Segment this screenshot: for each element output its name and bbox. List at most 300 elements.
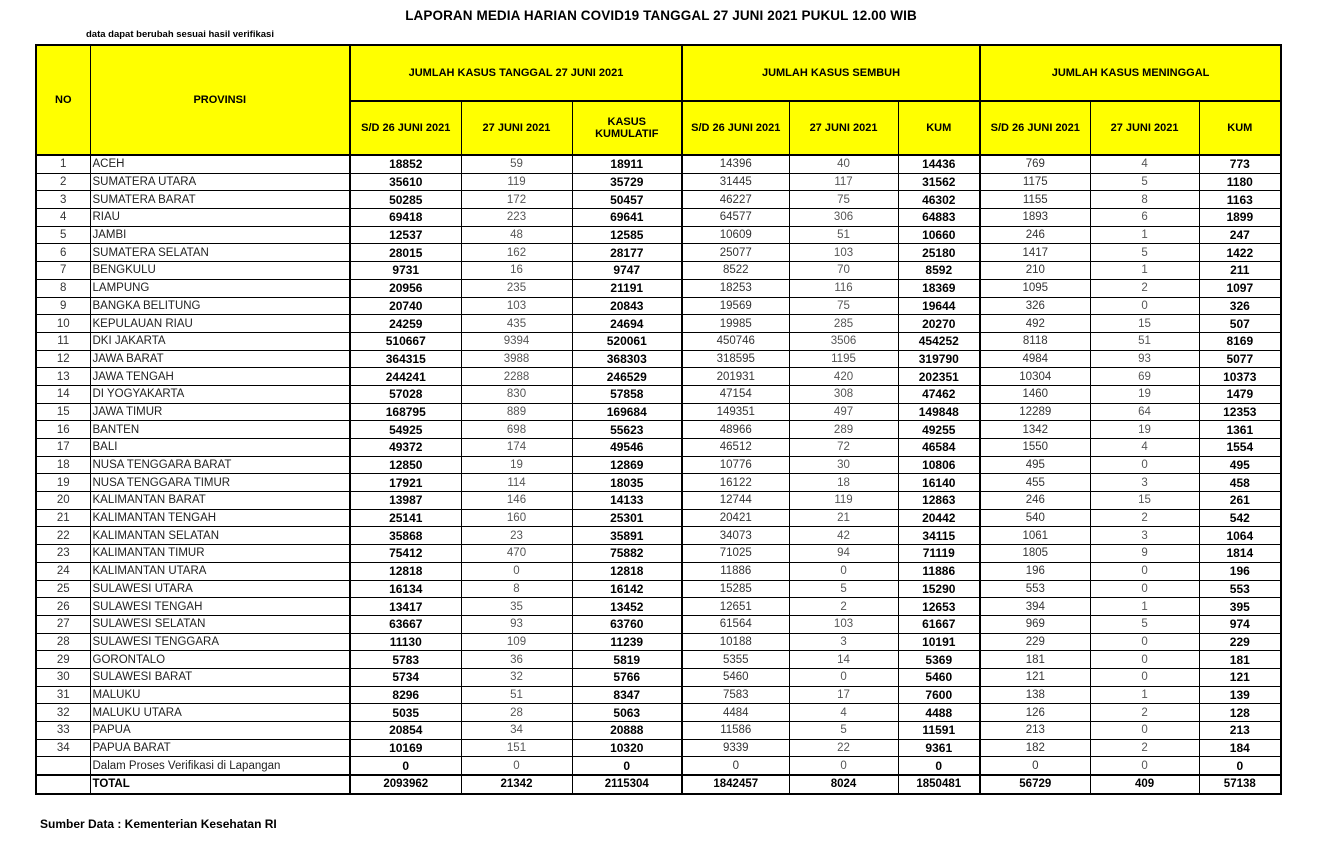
- cell-meninggal-kum: 229: [1199, 633, 1281, 651]
- header-meninggal-27: 27 JUNI 2021: [1090, 101, 1199, 155]
- header-sembuh-27: 27 JUNI 2021: [789, 101, 898, 155]
- cell-meninggal-sd26: 1893: [980, 209, 1090, 227]
- cell-sembuh-kum: 49255: [898, 421, 980, 439]
- cell-provinsi: BENGKULU: [90, 262, 350, 280]
- table-row: [36, 527, 1281, 545]
- cell-no: 34: [36, 739, 90, 757]
- cell-sembuh-27: 51: [789, 226, 898, 244]
- cell-no: 2: [36, 173, 90, 191]
- data-source: Sumber Data : Kementerian Kesehatan RI: [40, 817, 277, 831]
- table-row: [36, 226, 1281, 244]
- cell-meninggal-27: 93: [1090, 350, 1199, 368]
- total-kasus-27: 21342: [461, 775, 572, 794]
- cell-sembuh-sd26: 5355: [682, 651, 789, 669]
- cell-meninggal-sd26: 138: [980, 686, 1090, 704]
- cell-meninggal-sd26: 246: [980, 226, 1090, 244]
- cell-kasus-kumulatif: 12585: [572, 226, 682, 244]
- cell-meninggal-kum: 974: [1199, 615, 1281, 633]
- cell-meninggal-27: 9: [1090, 545, 1199, 563]
- cell-sembuh-kum: 10806: [898, 456, 980, 474]
- cell-kasus-sd26: 69418: [350, 209, 461, 227]
- cell-sembuh-kum: 4488: [898, 704, 980, 722]
- cell-kasus-kumulatif: 21191: [572, 279, 682, 297]
- cell-kasus-sd26: 54925: [350, 421, 461, 439]
- cell-no: 1: [36, 155, 90, 173]
- cell-kasus-27: 223: [461, 209, 572, 227]
- cell-provinsi: PAPUA: [90, 722, 350, 740]
- cell-provinsi: RIAU: [90, 209, 350, 227]
- cell-meninggal-kum: 10373: [1199, 368, 1281, 386]
- cell-meninggal-27: 2: [1090, 739, 1199, 757]
- cell-meninggal-kum: 326: [1199, 297, 1281, 315]
- cell-sembuh-kum: 0: [898, 757, 980, 775]
- cell-kasus-kumulatif: 57858: [572, 385, 682, 403]
- cell-kasus-27: 19: [461, 456, 572, 474]
- cell-no: 29: [36, 651, 90, 669]
- cell-sembuh-27: 116: [789, 279, 898, 297]
- cell-provinsi: JAWA TENGAH: [90, 368, 350, 386]
- cell-kasus-sd26: 12537: [350, 226, 461, 244]
- cell-kasus-27: 109: [461, 633, 572, 651]
- cell-meninggal-27: 19: [1090, 421, 1199, 439]
- cell-sembuh-27: 18: [789, 474, 898, 492]
- table-row: [36, 439, 1281, 457]
- cell-sembuh-kum: 61667: [898, 615, 980, 633]
- cell-kasus-kumulatif: 18035: [572, 474, 682, 492]
- cell-kasus-kumulatif: 12818: [572, 562, 682, 580]
- cell-sembuh-27: 42: [789, 527, 898, 545]
- cell-meninggal-sd26: 495: [980, 456, 1090, 474]
- cell-provinsi: NUSA TENGGARA BARAT: [90, 456, 350, 474]
- cell-sembuh-sd26: 201931: [682, 368, 789, 386]
- table-row: [36, 474, 1281, 492]
- cell-no: 7: [36, 262, 90, 280]
- cell-provinsi: NUSA TENGGARA TIMUR: [90, 474, 350, 492]
- cell-meninggal-sd26: 1061: [980, 527, 1090, 545]
- cell-kasus-27: 435: [461, 315, 572, 333]
- cell-meninggal-kum: 1180: [1199, 173, 1281, 191]
- cell-kasus-sd26: 49372: [350, 439, 461, 457]
- cell-kasus-kumulatif: 28177: [572, 244, 682, 262]
- cell-meninggal-sd26: 229: [980, 633, 1090, 651]
- cell-sembuh-kum: 71119: [898, 545, 980, 563]
- table-row: [36, 332, 1281, 350]
- cell-provinsi: SUMATERA BARAT: [90, 191, 350, 209]
- cell-no: 30: [36, 668, 90, 686]
- table-row: [36, 209, 1281, 227]
- cell-sembuh-27: 94: [789, 545, 898, 563]
- cell-meninggal-kum: 121: [1199, 668, 1281, 686]
- cell-sembuh-27: 289: [789, 421, 898, 439]
- cell-kasus-kumulatif: 246529: [572, 368, 682, 386]
- cell-meninggal-27: 15: [1090, 492, 1199, 510]
- cell-meninggal-27: 6: [1090, 209, 1199, 227]
- cell-kasus-sd26: 13417: [350, 598, 461, 616]
- table-row: [36, 191, 1281, 209]
- cell-no: 23: [36, 545, 90, 563]
- cell-kasus-sd26: 9731: [350, 262, 461, 280]
- header-kasus-sd26: S/D 26 JUNI 2021: [350, 101, 461, 155]
- cell-meninggal-kum: 553: [1199, 580, 1281, 598]
- cell-meninggal-sd26: 181: [980, 651, 1090, 669]
- cell-meninggal-kum: 773: [1199, 155, 1281, 173]
- table-row: [36, 297, 1281, 315]
- cell-provinsi: JAWA BARAT: [90, 350, 350, 368]
- cell-no: [36, 775, 90, 794]
- table-row: [36, 456, 1281, 474]
- cell-provinsi: KEPULAUAN RIAU: [90, 315, 350, 333]
- cell-meninggal-27: 0: [1090, 580, 1199, 598]
- cell-kasus-sd26: 16134: [350, 580, 461, 598]
- table-row: [36, 598, 1281, 616]
- total-meninggal-kum: 57138: [1199, 775, 1281, 794]
- cell-meninggal-sd26: 1095: [980, 279, 1090, 297]
- cell-meninggal-sd26: 1175: [980, 173, 1090, 191]
- cell-sembuh-27: 308: [789, 385, 898, 403]
- cell-no: 31: [36, 686, 90, 704]
- table-row: [36, 155, 1281, 173]
- cell-sembuh-sd26: 11886: [682, 562, 789, 580]
- table-row: [36, 315, 1281, 333]
- table-row: [36, 633, 1281, 651]
- cell-kasus-sd26: 50285: [350, 191, 461, 209]
- cell-meninggal-sd26: 121: [980, 668, 1090, 686]
- cell-kasus-kumulatif: 49546: [572, 439, 682, 457]
- cell-provinsi: KALIMANTAN TENGAH: [90, 509, 350, 527]
- cell-meninggal-sd26: 1550: [980, 439, 1090, 457]
- table-row: [36, 421, 1281, 439]
- cell-kasus-27: 0: [461, 562, 572, 580]
- cell-meninggal-27: 15: [1090, 315, 1199, 333]
- cell-sembuh-sd26: 12651: [682, 598, 789, 616]
- cell-sembuh-27: 420: [789, 368, 898, 386]
- cell-sembuh-kum: 64883: [898, 209, 980, 227]
- cell-meninggal-kum: 211: [1199, 262, 1281, 280]
- cell-kasus-27: 698: [461, 421, 572, 439]
- cell-kasus-sd26: 364315: [350, 350, 461, 368]
- cell-meninggal-sd26: 1417: [980, 244, 1090, 262]
- cell-meninggal-sd26: 969: [980, 615, 1090, 633]
- cell-kasus-sd26: 8296: [350, 686, 461, 704]
- cell-no: 26: [36, 598, 90, 616]
- cell-provinsi: BANTEN: [90, 421, 350, 439]
- cell-kasus-kumulatif: 16142: [572, 580, 682, 598]
- cell-meninggal-sd26: 126: [980, 704, 1090, 722]
- cell-sembuh-27: 14: [789, 651, 898, 669]
- table-row: [36, 651, 1281, 669]
- cell-kasus-sd26: 12850: [350, 456, 461, 474]
- cell-meninggal-kum: 1064: [1199, 527, 1281, 545]
- cell-meninggal-sd26: 394: [980, 598, 1090, 616]
- cell-kasus-kumulatif: 63760: [572, 615, 682, 633]
- cell-meninggal-kum: 196: [1199, 562, 1281, 580]
- cell-kasus-27: 2288: [461, 368, 572, 386]
- cell-meninggal-27: 2: [1090, 509, 1199, 527]
- cell-provinsi: SULAWESI SELATAN: [90, 615, 350, 633]
- cell-meninggal-sd26: 196: [980, 562, 1090, 580]
- table-row: [36, 562, 1281, 580]
- cell-kasus-sd26: 510667: [350, 332, 461, 350]
- cell-sembuh-kum: 46302: [898, 191, 980, 209]
- cell-sembuh-sd26: 4484: [682, 704, 789, 722]
- cell-no: 16: [36, 421, 90, 439]
- cell-kasus-sd26: 244241: [350, 368, 461, 386]
- cell-meninggal-kum: 542: [1199, 509, 1281, 527]
- cell-meninggal-kum: 213: [1199, 722, 1281, 740]
- cell-meninggal-sd26: 1342: [980, 421, 1090, 439]
- cell-sembuh-27: 3: [789, 633, 898, 651]
- cell-sembuh-27: 21: [789, 509, 898, 527]
- cell-provinsi: KALIMANTAN BARAT: [90, 492, 350, 510]
- cell-no: 3: [36, 191, 90, 209]
- cell-sembuh-27: 5: [789, 722, 898, 740]
- cell-meninggal-27: 5: [1090, 173, 1199, 191]
- cell-meninggal-27: 5: [1090, 244, 1199, 262]
- cell-provinsi: DKI JAKARTA: [90, 332, 350, 350]
- cell-meninggal-27: 4: [1090, 439, 1199, 457]
- cell-kasus-sd26: 20740: [350, 297, 461, 315]
- cell-kasus-27: 36: [461, 651, 572, 669]
- cell-kasus-sd26: 13987: [350, 492, 461, 510]
- cell-sembuh-sd26: 12744: [682, 492, 789, 510]
- cell-kasus-sd26: 28015: [350, 244, 461, 262]
- cell-sembuh-27: 117: [789, 173, 898, 191]
- cell-meninggal-27: 0: [1090, 562, 1199, 580]
- cell-meninggal-kum: 261: [1199, 492, 1281, 510]
- cell-sembuh-sd26: 11586: [682, 722, 789, 740]
- cell-sembuh-sd26: 149351: [682, 403, 789, 421]
- cell-sembuh-sd26: 10609: [682, 226, 789, 244]
- table-row: [36, 279, 1281, 297]
- total-row: [36, 775, 1281, 794]
- cell-meninggal-27: 8: [1090, 191, 1199, 209]
- cell-meninggal-sd26: 540: [980, 509, 1090, 527]
- cell-sembuh-kum: 18369: [898, 279, 980, 297]
- cell-kasus-kumulatif: 14133: [572, 492, 682, 510]
- cell-kasus-sd26: 17921: [350, 474, 461, 492]
- cell-sembuh-27: 17: [789, 686, 898, 704]
- cell-kasus-sd26: 24259: [350, 315, 461, 333]
- cell-meninggal-kum: 128: [1199, 704, 1281, 722]
- cell-kasus-sd26: 57028: [350, 385, 461, 403]
- header-kasus-27: 27 JUNI 2021: [461, 101, 572, 155]
- cell-sembuh-kum: 47462: [898, 385, 980, 403]
- cell-provinsi: KALIMANTAN SELATAN: [90, 527, 350, 545]
- cell-meninggal-kum: 1361: [1199, 421, 1281, 439]
- cell-meninggal-sd26: 10304: [980, 368, 1090, 386]
- cell-sembuh-sd26: 34073: [682, 527, 789, 545]
- cell-kasus-sd26: 25141: [350, 509, 461, 527]
- cell-kasus-27: 151: [461, 739, 572, 757]
- cell-kasus-sd26: 10169: [350, 739, 461, 757]
- cell-sembuh-27: 0: [789, 668, 898, 686]
- header-no: NO: [36, 45, 90, 155]
- cell-meninggal-27: 4: [1090, 155, 1199, 173]
- table-row: [36, 686, 1281, 704]
- cell-no: 14: [36, 385, 90, 403]
- cell-no: 4: [36, 209, 90, 227]
- cell-sembuh-27: 75: [789, 191, 898, 209]
- cell-provinsi: BANGKA BELITUNG: [90, 297, 350, 315]
- cell-no: 21: [36, 509, 90, 527]
- cell-meninggal-kum: 458: [1199, 474, 1281, 492]
- cell-meninggal-27: 5: [1090, 615, 1199, 633]
- cell-kasus-27: 162: [461, 244, 572, 262]
- cell-provinsi: KALIMANTAN TIMUR: [90, 545, 350, 563]
- cell-provinsi: GORONTALO: [90, 651, 350, 669]
- cell-sembuh-sd26: 450746: [682, 332, 789, 350]
- header-sembuh-kum: KUM: [898, 101, 980, 155]
- cell-meninggal-sd26: 492: [980, 315, 1090, 333]
- cell-kasus-sd26: 35868: [350, 527, 461, 545]
- cell-kasus-27: 3988: [461, 350, 572, 368]
- cell-kasus-kumulatif: 11239: [572, 633, 682, 651]
- cell-meninggal-kum: 507: [1199, 315, 1281, 333]
- table-row: [36, 757, 1281, 775]
- cell-meninggal-27: 1: [1090, 226, 1199, 244]
- cell-no: 13: [36, 368, 90, 386]
- cell-meninggal-27: 0: [1090, 722, 1199, 740]
- cell-kasus-kumulatif: 5766: [572, 668, 682, 686]
- cell-no: 8: [36, 279, 90, 297]
- cell-sembuh-sd26: 8522: [682, 262, 789, 280]
- total-sembuh-27: 8024: [789, 775, 898, 794]
- cell-meninggal-sd26: 1460: [980, 385, 1090, 403]
- cell-provinsi: SULAWESI TENGAH: [90, 598, 350, 616]
- cell-kasus-kumulatif: 5819: [572, 651, 682, 669]
- cell-kasus-kumulatif: 0: [572, 757, 682, 775]
- cell-sembuh-27: 103: [789, 244, 898, 262]
- cell-no: 25: [36, 580, 90, 598]
- cell-sembuh-27: 5: [789, 580, 898, 598]
- cell-meninggal-27: 2: [1090, 279, 1199, 297]
- cell-sembuh-sd26: 19569: [682, 297, 789, 315]
- cell-kasus-sd26: 12818: [350, 562, 461, 580]
- cell-sembuh-sd26: 318595: [682, 350, 789, 368]
- cell-kasus-kumulatif: 13452: [572, 598, 682, 616]
- cell-kasus-sd26: 20956: [350, 279, 461, 297]
- cell-sembuh-sd26: 10188: [682, 633, 789, 651]
- cell-kasus-kumulatif: 5063: [572, 704, 682, 722]
- cell-no: 28: [36, 633, 90, 651]
- cell-no: 11: [36, 332, 90, 350]
- cell-kasus-27: 93: [461, 615, 572, 633]
- cell-provinsi: SUMATERA UTARA: [90, 173, 350, 191]
- cell-kasus-27: 114: [461, 474, 572, 492]
- cell-meninggal-kum: 184: [1199, 739, 1281, 757]
- cell-kasus-kumulatif: 169684: [572, 403, 682, 421]
- header-meninggal-sd26: S/D 26 JUNI 2021: [980, 101, 1090, 155]
- table-row: [36, 580, 1281, 598]
- cell-sembuh-27: 3506: [789, 332, 898, 350]
- cell-meninggal-27: 0: [1090, 456, 1199, 474]
- cell-no: 18: [36, 456, 90, 474]
- cell-meninggal-kum: 1163: [1199, 191, 1281, 209]
- cell-sembuh-kum: 34115: [898, 527, 980, 545]
- cell-sembuh-kum: 10660: [898, 226, 980, 244]
- cell-sembuh-sd26: 19985: [682, 315, 789, 333]
- cell-sembuh-kum: 15290: [898, 580, 980, 598]
- cell-meninggal-sd26: 326: [980, 297, 1090, 315]
- cell-kasus-kumulatif: 20843: [572, 297, 682, 315]
- cell-sembuh-27: 75: [789, 297, 898, 315]
- cell-sembuh-sd26: 18253: [682, 279, 789, 297]
- cell-sembuh-sd26: 25077: [682, 244, 789, 262]
- cell-kasus-27: 16: [461, 262, 572, 280]
- cell-kasus-27: 172: [461, 191, 572, 209]
- cell-meninggal-kum: 5077: [1199, 350, 1281, 368]
- cell-meninggal-27: 1: [1090, 686, 1199, 704]
- cell-no: 6: [36, 244, 90, 262]
- total-label: TOTAL: [90, 775, 350, 794]
- cell-sembuh-kum: 16140: [898, 474, 980, 492]
- cell-kasus-kumulatif: 18911: [572, 155, 682, 173]
- cell-meninggal-sd26: 0: [980, 757, 1090, 775]
- cell-kasus-kumulatif: 9747: [572, 262, 682, 280]
- covid-report-table: [35, 44, 1282, 795]
- cell-kasus-27: 35: [461, 598, 572, 616]
- cell-meninggal-27: 0: [1090, 297, 1199, 315]
- total-sembuh-kum: 1850481: [898, 775, 980, 794]
- cell-sembuh-kum: 5460: [898, 668, 980, 686]
- cell-sembuh-kum: 19644: [898, 297, 980, 315]
- header-meninggal-kum: KUM: [1199, 101, 1281, 155]
- cell-provinsi: MALUKU: [90, 686, 350, 704]
- cell-meninggal-sd26: 246: [980, 492, 1090, 510]
- cell-sembuh-sd26: 15285: [682, 580, 789, 598]
- cell-meninggal-kum: 12353: [1199, 403, 1281, 421]
- table-row: [36, 739, 1281, 757]
- table-row: [36, 173, 1281, 191]
- cell-kasus-sd26: 5783: [350, 651, 461, 669]
- cell-sembuh-kum: 5369: [898, 651, 980, 669]
- cell-meninggal-sd26: 182: [980, 739, 1090, 757]
- cell-kasus-27: 48: [461, 226, 572, 244]
- cell-sembuh-kum: 10191: [898, 633, 980, 651]
- cell-sembuh-27: 285: [789, 315, 898, 333]
- cell-meninggal-kum: 139: [1199, 686, 1281, 704]
- cell-sembuh-kum: 11591: [898, 722, 980, 740]
- cell-kasus-27: 34: [461, 722, 572, 740]
- cell-provinsi: SULAWESI TENGGARA: [90, 633, 350, 651]
- cell-kasus-kumulatif: 35891: [572, 527, 682, 545]
- cell-no: 27: [36, 615, 90, 633]
- cell-sembuh-27: 1195: [789, 350, 898, 368]
- cell-meninggal-sd26: 455: [980, 474, 1090, 492]
- cell-meninggal-sd26: 1155: [980, 191, 1090, 209]
- cell-provinsi: Dalam Proses Verifikasi di Lapangan: [90, 757, 350, 775]
- cell-kasus-27: 103: [461, 297, 572, 315]
- cell-sembuh-27: 30: [789, 456, 898, 474]
- cell-provinsi: DI YOGYAKARTA: [90, 385, 350, 403]
- cell-provinsi: PAPUA BARAT: [90, 739, 350, 757]
- cell-sembuh-27: 70: [789, 262, 898, 280]
- cell-sembuh-sd26: 48966: [682, 421, 789, 439]
- cell-kasus-27: 0: [461, 757, 572, 775]
- cell-meninggal-sd26: 12289: [980, 403, 1090, 421]
- cell-sembuh-27: 497: [789, 403, 898, 421]
- table-row: [36, 704, 1281, 722]
- cell-kasus-kumulatif: 20888: [572, 722, 682, 740]
- cell-kasus-kumulatif: 12869: [572, 456, 682, 474]
- cell-sembuh-27: 0: [789, 562, 898, 580]
- table-row: [36, 722, 1281, 740]
- cell-no: 32: [36, 704, 90, 722]
- cell-meninggal-27: 2: [1090, 704, 1199, 722]
- cell-sembuh-27: 22: [789, 739, 898, 757]
- cell-kasus-sd26: 63667: [350, 615, 461, 633]
- cell-sembuh-sd26: 46512: [682, 439, 789, 457]
